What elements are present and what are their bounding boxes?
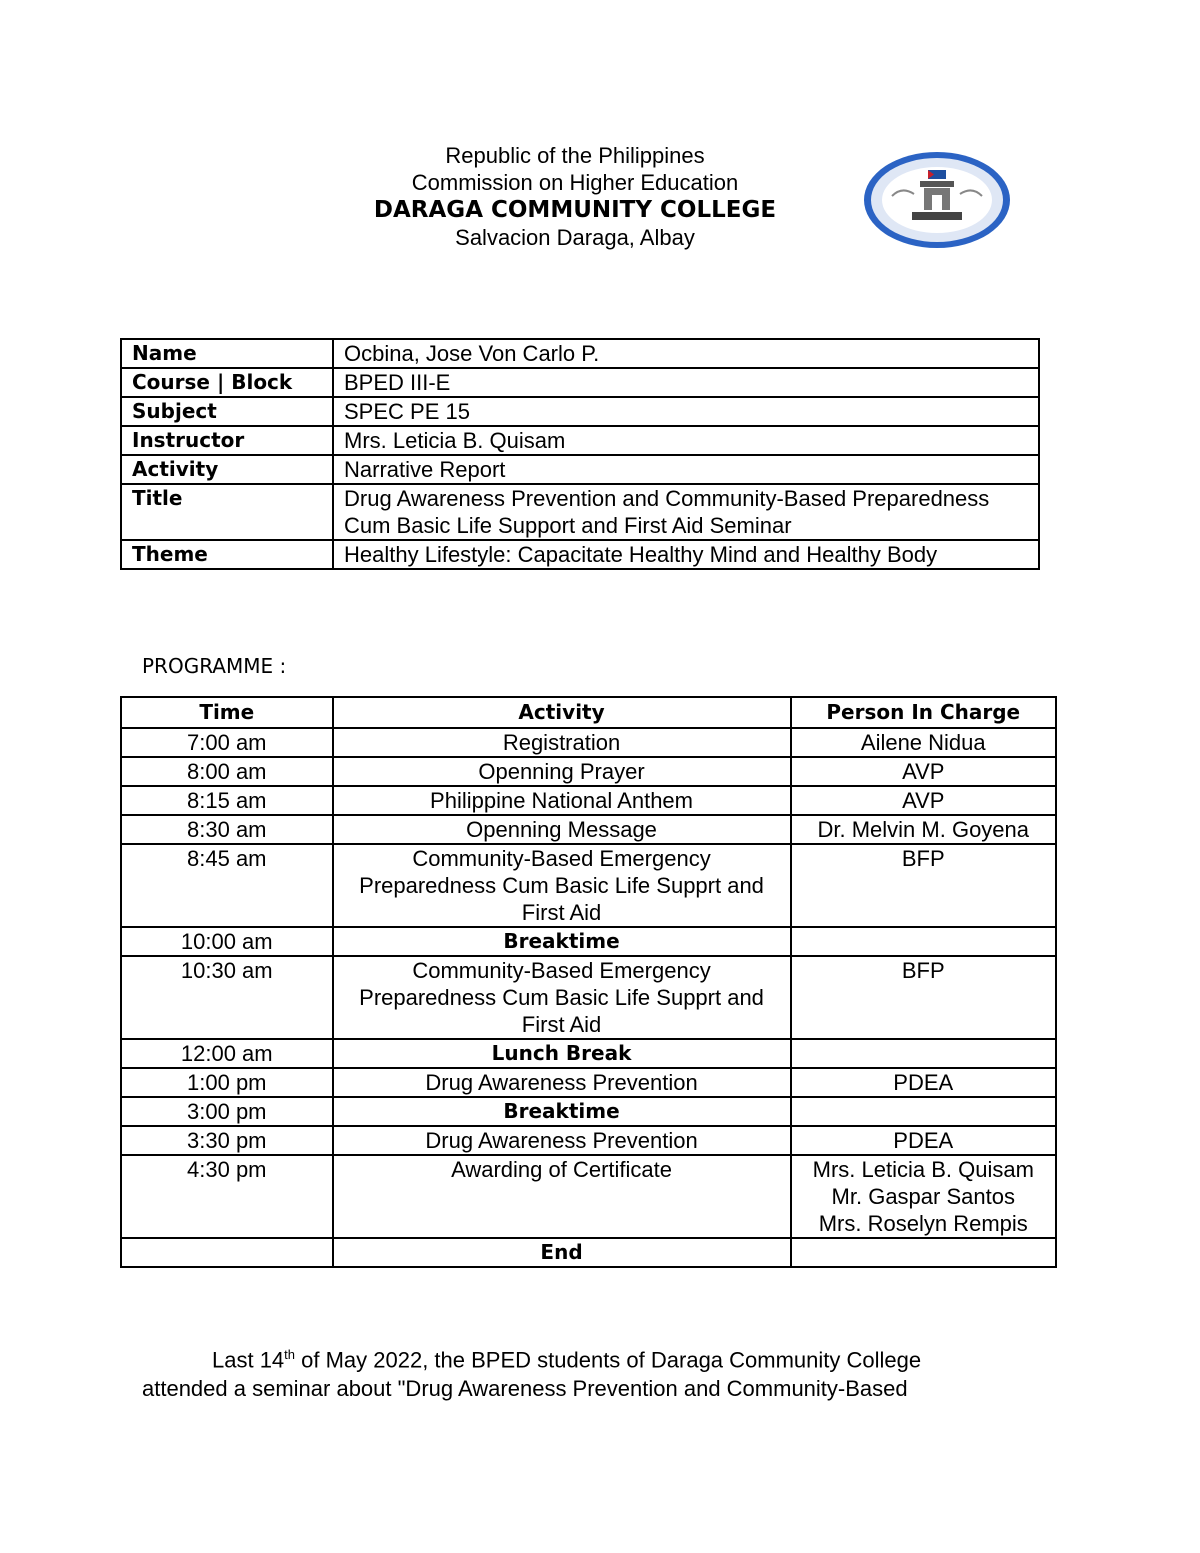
table-row — [121, 927, 1056, 956]
activity-cell: Philippine National Anthem — [333, 786, 791, 815]
time-cell: 1:00 pm — [121, 1068, 333, 1097]
activity-cell: Lunch Break — [333, 1039, 791, 1068]
college-address: Salvacion Daraga, Albay — [455, 225, 695, 250]
time-cell: 10:00 am — [121, 927, 333, 956]
table-row — [121, 757, 1056, 786]
person-cell: Ailene Nidua — [791, 728, 1056, 757]
programme-title: PROGRAMME : — [142, 654, 287, 678]
college-logo-icon — [862, 150, 1012, 250]
table-row — [121, 956, 1056, 1039]
table-row — [121, 1155, 1056, 1238]
time-cell: 7:00 am — [121, 728, 333, 757]
person-cell: PDEA — [791, 1068, 1056, 1097]
activity-cell — [333, 956, 791, 1039]
activity-cell: Breaktime — [333, 927, 791, 956]
info-row — [121, 484, 1039, 540]
paragraph-line-1 — [142, 1340, 1042, 1374]
info-label: Course | Block — [121, 368, 333, 397]
college-name: DARAGA COMMUNITY COLLEGE — [373, 197, 777, 223]
person-header: Person In Charge — [791, 697, 1056, 728]
activity-cell: End — [333, 1238, 791, 1267]
activity-cell: Openning Prayer — [333, 757, 791, 786]
info-label: Activity — [121, 455, 333, 484]
person-cell — [791, 927, 1056, 956]
activity-cell: Drug Awareness Prevention — [333, 1068, 791, 1097]
time-cell: 8:45 am — [121, 844, 333, 927]
info-label: Title — [121, 484, 333, 540]
cell-line: Preparedness Cum Basic Life Supprt and — [359, 873, 764, 898]
commission-line: Commission on Higher Education — [411, 170, 739, 195]
info-row — [121, 397, 1039, 426]
cell-line: Community-Based Emergency — [412, 958, 711, 983]
info-row — [121, 368, 1039, 397]
person-cell: BFP — [791, 956, 1056, 1039]
info-value: Narrative Report — [333, 455, 1039, 484]
table-row — [121, 1126, 1056, 1155]
programme-table — [120, 696, 1057, 1268]
info-row — [121, 540, 1039, 569]
info-value: Ocbina, Jose Von Carlo P. — [333, 339, 1039, 368]
cell-line: Mr. Gaspar Santos — [831, 1184, 1015, 1209]
programme-header-row — [121, 697, 1056, 728]
info-row — [121, 455, 1039, 484]
republic-line: Republic of the Philippines — [445, 143, 705, 168]
time-cell: 8:30 am — [121, 815, 333, 844]
paragraph-text: of May 2022, the BPED students of Daraga Community College — [295, 1347, 922, 1373]
time-cell: 8:00 am — [121, 757, 333, 786]
person-cell: AVP — [791, 757, 1056, 786]
info-value: Mrs. Leticia B. Quisam — [333, 426, 1039, 455]
activity-cell: Openning Message — [333, 815, 791, 844]
table-row — [121, 728, 1056, 757]
info-row — [121, 339, 1039, 368]
info-value: SPEC PE 15 — [333, 397, 1039, 426]
activity-header: Activity — [333, 697, 791, 728]
paragraph-line-2: attended a seminar about "Drug Awareness Prevention and Community-Based — [142, 1376, 908, 1402]
table-row — [121, 1238, 1056, 1267]
time-cell: 10:30 am — [121, 956, 333, 1039]
time-cell: 3:00 pm — [121, 1097, 333, 1126]
info-label: Instructor — [121, 426, 333, 455]
info-value: Drug Awareness Prevention and Community-Based Preparedness Cum Basic Life Support and First Aid Seminar — [333, 484, 1039, 540]
cell-line: Mrs. Leticia B. Quisam — [812, 1157, 1034, 1182]
person-cell: PDEA — [791, 1126, 1056, 1155]
person-cell — [791, 1097, 1056, 1126]
time-cell: 3:30 pm — [121, 1126, 333, 1155]
cell-line: Preparedness Cum Basic Life Supprt and — [359, 985, 764, 1010]
info-value: Healthy Lifestyle: Capacitate Healthy Mind and Healthy Body — [333, 540, 1039, 569]
narrative-paragraph — [142, 1340, 1042, 1403]
paragraph-text: Last 14 — [212, 1347, 285, 1373]
table-row — [121, 815, 1056, 844]
activity-cell: Awarding of Certificate — [333, 1155, 791, 1238]
info-label: Name — [121, 339, 333, 368]
activity-cell: Drug Awareness Prevention — [333, 1126, 791, 1155]
cell-line: Community-Based Emergency — [412, 846, 711, 871]
table-row — [121, 1068, 1056, 1097]
person-cell: BFP — [791, 844, 1056, 927]
cell-line: First Aid — [521, 900, 602, 925]
cell-line: First Aid — [521, 1012, 602, 1037]
time-header: Time — [121, 697, 333, 728]
table-row — [121, 1039, 1056, 1068]
document-header — [300, 142, 850, 251]
info-label: Theme — [121, 540, 333, 569]
person-cell — [791, 1155, 1056, 1238]
activity-cell — [333, 844, 791, 927]
info-label: Subject — [121, 397, 333, 426]
person-cell: AVP — [791, 786, 1056, 815]
table-row — [121, 1097, 1056, 1126]
table-row — [121, 786, 1056, 815]
student-info-table — [120, 338, 1040, 570]
cell-line: Mrs. Roselyn Rempis — [818, 1211, 1028, 1236]
superscript: th — [284, 1347, 296, 1362]
person-cell: Dr. Melvin M. Goyena — [791, 815, 1056, 844]
info-row — [121, 426, 1039, 455]
person-cell — [791, 1039, 1056, 1068]
person-cell — [791, 1238, 1056, 1267]
table-row — [121, 844, 1056, 927]
time-cell: 4:30 pm — [121, 1155, 333, 1238]
activity-cell: Breaktime — [333, 1097, 791, 1126]
time-cell: 12:00 am — [121, 1039, 333, 1068]
time-cell: 8:15 am — [121, 786, 333, 815]
time-cell — [121, 1238, 333, 1267]
activity-cell: Registration — [333, 728, 791, 757]
info-value: BPED III-E — [333, 368, 1039, 397]
